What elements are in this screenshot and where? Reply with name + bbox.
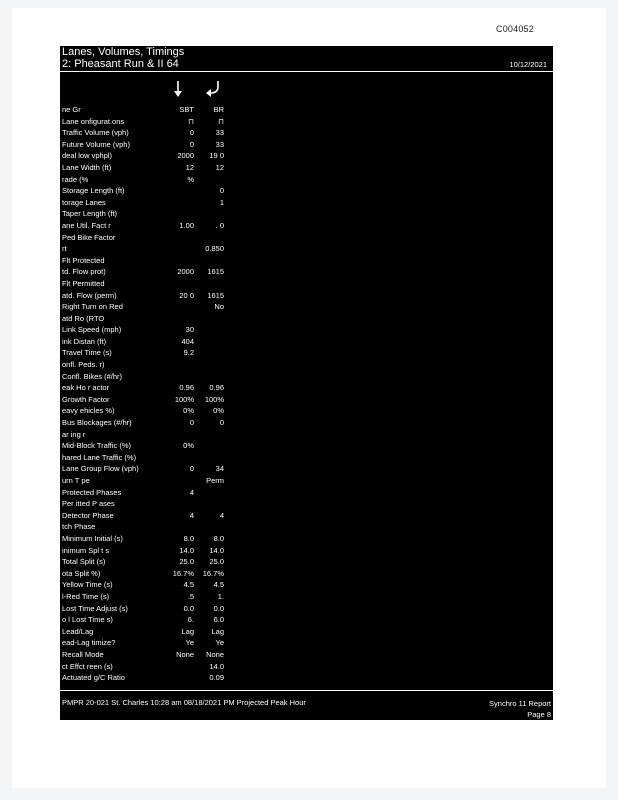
footer-divider: [60, 690, 553, 691]
row-label: hared Lane Traffic (%): [62, 452, 137, 462]
sbt-value: 0: [189, 464, 194, 474]
sbt-value: 8.0: [183, 533, 194, 543]
table-row: [60, 649, 300, 661]
sbr-value: 16.7%: [202, 568, 224, 578]
table-row: [60, 290, 300, 302]
row-label: Travel Time (s): [62, 348, 112, 358]
sbr-value: BR: [213, 105, 224, 114]
sbr-value: 0.09: [209, 673, 224, 683]
footer-page-number: Page 8: [527, 710, 551, 719]
sbt-value: Lag: [181, 626, 194, 636]
row-label: rt: [62, 244, 67, 254]
table-row: [60, 661, 300, 673]
arrow-down-left-icon: [198, 80, 228, 98]
table-row: [60, 579, 300, 591]
sbt-value: 25.0: [179, 557, 194, 567]
row-label: Lane Group Flow (vph): [62, 464, 139, 474]
row-label: Taper Length (ft): [62, 209, 118, 219]
row-label: Storage Length (ft): [62, 186, 125, 196]
table-row: [60, 568, 300, 580]
table-row: [60, 174, 300, 186]
row-label: Future Volume (vph): [62, 139, 130, 149]
table-row: [60, 533, 300, 545]
table-row: [60, 626, 300, 638]
table-row: [60, 440, 300, 452]
row-label: l-Red Time (s): [62, 591, 110, 601]
table-row: [60, 197, 300, 209]
row-label: ane Util. Fact r: [62, 220, 111, 230]
sbt-value: %: [187, 174, 194, 184]
row-label: Lane onfigurat.ons: [62, 116, 125, 126]
row-label: ar ing r: [62, 429, 86, 439]
sbr-value: 0.96: [209, 383, 224, 393]
arrow-down-icon: [163, 80, 193, 98]
sbt-value: 16.7%: [172, 568, 194, 578]
sbr-value: None: [206, 649, 224, 659]
sbr-value: Perm: [206, 476, 224, 485]
row-label: eavy ehicles %): [62, 406, 115, 416]
sbr-value: 34: [215, 464, 224, 474]
row-label: Lead/Lag: [62, 626, 94, 636]
sbt-value: 30: [185, 325, 194, 335]
sbt-value: 0: [189, 128, 194, 138]
sbr-value: 19 0: [209, 151, 224, 161]
sbr-value: 100%: [204, 394, 224, 404]
table-row: [60, 603, 300, 615]
footer-software: Synchro 11 Report: [489, 699, 551, 708]
row-label: Traffic Volume (vph): [62, 128, 129, 138]
sbr-value: Ye: [215, 638, 224, 648]
sbr-value: 0%: [213, 406, 224, 416]
table-row: [60, 347, 300, 359]
table-row: [60, 417, 300, 429]
table-row: [60, 336, 300, 348]
sbt-value: ⊓: [188, 116, 194, 126]
table-row: [60, 185, 300, 197]
row-label: Ped Bike Factor: [62, 232, 116, 242]
sbt-value: 14.0: [179, 545, 194, 555]
table-row: [60, 127, 300, 139]
lane-data-table: [60, 104, 300, 684]
row-label: Detector Phase: [62, 510, 114, 520]
table-row: [60, 429, 300, 441]
row-label: Actuated g/C Ratio: [62, 673, 125, 683]
sbt-value: 0: [189, 418, 194, 428]
footer-report-info: [489, 698, 551, 720]
table-row: [60, 301, 300, 313]
table-row: [60, 116, 300, 128]
row-label: deal low vphpl): [62, 151, 113, 161]
row-label: onfl. Peds. r): [62, 360, 105, 370]
sbr-value: Lag: [211, 626, 224, 636]
sbt-value: Ye: [185, 638, 194, 648]
row-label: Total Split (s): [62, 557, 106, 567]
sbr-value: 25.0: [209, 557, 224, 567]
sbt-value: 100%: [174, 394, 194, 404]
table-row: [60, 394, 300, 406]
row-label: Flt Protected: [62, 255, 105, 265]
sbr-value: 8.0: [213, 533, 224, 543]
sbt-value: 12: [185, 162, 194, 172]
sbt-value: 404: [181, 336, 194, 346]
row-label: Growth Factor: [62, 394, 110, 404]
table-row: [60, 405, 300, 417]
sbt-value: .5: [187, 591, 194, 601]
table-row: [60, 208, 300, 220]
sbr-value: 33: [215, 128, 224, 138]
sbr-value: 1: [219, 197, 224, 207]
row-label: eak Ho r actor: [62, 383, 110, 393]
row-label: atd. Flow (perm): [62, 290, 117, 300]
table-row: [60, 463, 300, 475]
report-date: 10/12/2021: [509, 60, 547, 69]
sbt-value: 1.00: [179, 220, 194, 230]
table-row: [60, 371, 300, 383]
row-label: Yellow Time (s): [62, 580, 113, 590]
row-label: Bus Blockages (#/hr): [62, 418, 132, 428]
sbr-value: 4.5: [213, 580, 224, 590]
row-label: o l Lost Time s): [62, 615, 113, 625]
row-label: td. Flow prot): [62, 267, 106, 277]
table-row: [60, 382, 300, 394]
sbr-value: 0: [219, 186, 224, 196]
row-label: ota Split %): [62, 568, 101, 578]
row-label: Minimum Initial (s): [62, 533, 123, 543]
row-label: Protected Phases: [62, 487, 122, 497]
table-row: [60, 162, 300, 174]
sbr-value: 14.0: [209, 545, 224, 555]
row-label: ead-Lag timize?: [62, 638, 116, 648]
sbr-value: . 0: [215, 220, 224, 230]
row-label: Lost Time Adjust (s): [62, 603, 128, 613]
table-row: [60, 150, 300, 162]
table-row: [60, 475, 300, 487]
sbt-value: 2000: [177, 267, 194, 277]
row-label: rade (%: [62, 174, 89, 184]
sbt-value: 2000: [177, 151, 194, 161]
row-label: Flt Permitted: [62, 278, 105, 288]
table-row: [60, 487, 300, 499]
row-label: Mid-Block Traffic (%): [62, 441, 132, 451]
sbr-value: 4: [219, 510, 224, 520]
row-label: Link Speed (mph): [62, 325, 122, 335]
table-row: [60, 452, 300, 464]
row-label: ct Effct reen (s): [62, 661, 113, 671]
sbr-value: 0.0: [213, 603, 224, 613]
row-label: Recall Mode: [62, 649, 104, 659]
sbt-value: 4: [189, 487, 194, 497]
table-row: [60, 545, 300, 557]
row-label: tch Phase: [62, 522, 96, 532]
sbt-value: 0: [189, 139, 194, 149]
sbt-value: None: [176, 649, 194, 659]
sbt-value: 0%: [183, 441, 194, 451]
sbr-value: 0: [219, 418, 224, 428]
footer-project-info: PMPR 20-021 St. Charles 10:28 am 08/18/2021 PM Projected Peak Hour: [62, 698, 306, 707]
sbr-value: 14.0: [209, 661, 224, 671]
intersection-name: 2: Pheasant Run & II 64: [62, 58, 179, 70]
sbt-value: 9.2: [183, 348, 194, 358]
table-row: [60, 591, 300, 603]
sbt-value: 0.96: [179, 383, 194, 393]
table-row: [60, 243, 300, 255]
table-row: [60, 278, 300, 290]
sbr-value: 1.: [217, 591, 224, 601]
row-label: Right Turn on Red: [62, 302, 123, 312]
sbr-value: ⊓: [218, 116, 224, 126]
sbr-value: 1615: [207, 267, 224, 277]
table-row: [60, 232, 300, 244]
table-row: [60, 637, 300, 649]
row-label: Lane Width (ft): [62, 162, 112, 172]
table-row: [60, 220, 300, 232]
row-label: atd Ro (RTO: [62, 313, 105, 323]
table-row: [60, 510, 300, 522]
sbr-value: 0.850: [205, 244, 224, 254]
table-row: [60, 104, 300, 116]
report-title: Lanes, Volumes, Timings: [62, 46, 185, 58]
table-row: [60, 255, 300, 267]
sbr-value: 12: [215, 162, 224, 172]
sbr-value: No: [214, 302, 224, 312]
sbt-value: 4: [189, 510, 194, 520]
row-label: ne Gr: [62, 105, 81, 114]
row-label: Per itted P ases: [62, 499, 115, 509]
sbt-value: SBT: [179, 105, 194, 114]
table-row: [60, 266, 300, 278]
sbr-value: 33: [215, 139, 224, 149]
table-row: [60, 521, 300, 533]
row-label: ink Distan (ft): [62, 336, 107, 346]
header-divider: [60, 71, 553, 72]
table-row: [60, 359, 300, 371]
row-label: torage Lanes: [62, 197, 106, 207]
sbt-value: 20 0: [179, 290, 194, 300]
sbt-value: 0.0: [183, 603, 194, 613]
table-row: [60, 556, 300, 568]
sbr-value: 1615: [207, 290, 224, 300]
table-row: [60, 672, 300, 684]
table-row: [60, 324, 300, 336]
sbt-value: 6.: [187, 615, 194, 625]
table-row: [60, 139, 300, 151]
sbt-value: 0%: [183, 406, 194, 416]
table-row: [60, 614, 300, 626]
table-row: [60, 313, 300, 325]
table-row: [60, 498, 300, 510]
sbt-value: 4.5: [183, 580, 194, 590]
row-label: Confl. Bikes (#/hr): [62, 371, 123, 381]
document-id: C004052: [496, 24, 534, 34]
report-panel: [60, 46, 553, 720]
row-label: urn T pe: [62, 476, 90, 485]
row-label: inimum Spl t s: [62, 545, 110, 555]
sbr-value: 6.0: [213, 615, 224, 625]
